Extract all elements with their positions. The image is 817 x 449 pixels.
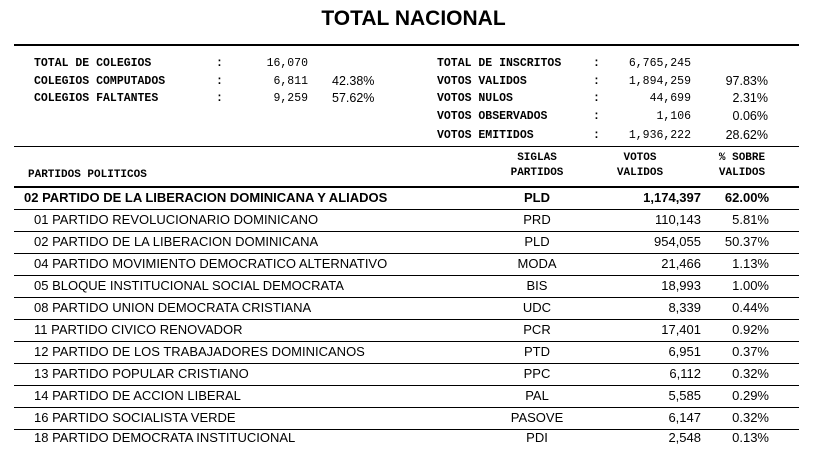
party-name: 01 PARTIDO REVOLUCIONARIO DOMINICANO xyxy=(34,212,319,227)
party-percent: 0.92% xyxy=(732,322,769,337)
party-votes: 6,112 xyxy=(669,366,701,381)
table-row xyxy=(14,275,799,298)
party-percent: 50.37% xyxy=(724,234,769,249)
table-row xyxy=(14,427,799,449)
summary-percent: 42.38% xyxy=(332,74,375,88)
party-percent: 0.37% xyxy=(732,344,769,359)
party-votes: 6,951 xyxy=(668,344,701,359)
party-percent: 5.81% xyxy=(732,212,769,227)
summary-colon: : xyxy=(593,75,600,88)
summary-percent: 2.31% xyxy=(732,91,768,105)
party-votes: 954,055 xyxy=(654,234,701,249)
party-votes: 18,993 xyxy=(661,278,701,293)
party-sigla: PAL xyxy=(525,388,549,403)
party-name: 05 BLOQUE INSTITUCIONAL SOCIAL DEMOCRATA xyxy=(34,278,344,293)
party-percent: 0.13% xyxy=(732,430,769,445)
summary-label: TOTAL DE COLEGIOS xyxy=(34,57,152,70)
summary-colon: : xyxy=(593,92,600,105)
summary-percent: 28.62% xyxy=(725,128,768,142)
summary-percent: 57.62% xyxy=(332,91,375,105)
party-percent: 0.32% xyxy=(732,366,769,381)
summary-label: VOTOS NULOS xyxy=(437,92,513,105)
header-percent xyxy=(702,151,782,181)
party-sigla: PASOVE xyxy=(510,410,564,425)
summary-label: COLEGIOS FALTANTES xyxy=(34,92,159,105)
table-row xyxy=(14,209,799,232)
summary-percent: 97.83% xyxy=(725,74,768,88)
party-votes: 21,466 xyxy=(661,256,701,271)
summary-value: 1,894,259 xyxy=(628,75,691,88)
table-row xyxy=(14,363,799,386)
party-name: 11 PARTIDO CIVICO RENOVADOR xyxy=(34,322,243,337)
party-name: 02 PARTIDO DE LA LIBERACION DOMINICANA xyxy=(34,234,319,249)
party-name: 14 PARTIDO DE ACCION LIBERAL xyxy=(34,388,241,403)
summary-divider xyxy=(14,146,799,147)
party-name: 16 PARTIDO SOCIALISTA VERDE xyxy=(34,410,236,425)
party-votes: 6,147 xyxy=(668,410,701,425)
party-sigla: PTD xyxy=(524,344,550,359)
summary-colon: : xyxy=(216,57,223,70)
party-sigla: UDC xyxy=(522,300,552,315)
summary-value: 6,765,245 xyxy=(628,57,691,70)
summary-percent: 0.06% xyxy=(732,109,768,123)
party-name: 08 PARTIDO UNION DEMOCRATA CRISTIANA xyxy=(34,300,312,315)
summary-value: 1,106 xyxy=(656,110,691,123)
summary-label: VOTOS VALIDOS xyxy=(437,75,527,88)
summary-colon: : xyxy=(593,129,600,142)
party-percent: 1.13% xyxy=(732,256,769,271)
header-votos-line2: VALIDOS xyxy=(616,167,664,179)
summary-colon: : xyxy=(593,57,600,70)
summary-value: 16,070 xyxy=(266,57,308,70)
summary-label: COLEGIOS COMPUTADOS xyxy=(34,75,166,88)
party-sigla: BIS xyxy=(526,278,548,293)
party-sigla: PLD xyxy=(524,190,550,205)
summary-label: TOTAL DE INSCRITOS xyxy=(437,57,562,70)
party-votes: 1,174,397 xyxy=(643,190,701,205)
party-name: 04 PARTIDO MOVIMIENTO DEMOCRATICO ALTERNATIVO xyxy=(34,256,388,271)
party-name: 13 PARTIDO POPULAR CRISTIANO xyxy=(34,366,249,381)
party-votes: 5,585 xyxy=(668,388,701,403)
header-siglas-line1: SIGLAS xyxy=(517,152,557,164)
header-percent-line2: VALIDOS xyxy=(718,167,766,179)
header-percent-line1: % SOBRE xyxy=(718,152,766,164)
summary-colon: : xyxy=(216,92,223,105)
party-name: 12 PARTIDO DE LOS TRABAJADORES DOMINICANOS xyxy=(34,344,365,359)
party-sigla: PPC xyxy=(523,366,551,381)
party-sigla: MODA xyxy=(517,256,557,271)
table-row-total xyxy=(14,187,799,210)
party-votes: 8,339 xyxy=(668,300,701,315)
party-percent: 0.32% xyxy=(732,410,769,425)
summary-colon: : xyxy=(593,110,600,123)
party-votes: 110,143 xyxy=(654,212,701,227)
summary-value: 44,699 xyxy=(649,92,691,105)
party-sigla: PDI xyxy=(526,430,548,445)
header-votos xyxy=(595,151,685,181)
page-title: TOTAL NACIONAL xyxy=(321,7,506,30)
header-partidos: PARTIDOS POLITICOS xyxy=(28,169,147,181)
table-row xyxy=(14,341,799,364)
summary-value: 6,811 xyxy=(273,75,308,88)
summary-value: 1,936,222 xyxy=(628,129,691,142)
party-sigla: PCR xyxy=(523,322,551,337)
table-row xyxy=(14,253,799,276)
header-siglas-line2: PARTIDOS xyxy=(510,167,564,179)
party-name: 02 PARTIDO DE LA LIBERACION DOMINICANA Y ALIADOS xyxy=(24,190,388,205)
summary-label: VOTOS OBSERVADOS xyxy=(437,110,548,123)
party-percent: 1.00% xyxy=(732,278,769,293)
table-row xyxy=(14,385,799,408)
party-percent: 62.00% xyxy=(724,190,769,205)
title-divider xyxy=(14,44,799,46)
party-percent: 0.29% xyxy=(732,388,769,403)
party-votes: 17,401 xyxy=(661,322,701,337)
summary-colon: : xyxy=(216,75,223,88)
party-percent: 0.44% xyxy=(732,300,769,315)
table-row xyxy=(14,319,799,342)
header-siglas xyxy=(492,151,582,181)
summary-label: VOTOS EMITIDOS xyxy=(437,129,534,142)
summary-value: 9,259 xyxy=(273,92,308,105)
party-sigla: PLD xyxy=(524,234,550,249)
party-sigla: PRD xyxy=(523,212,551,227)
header-votos-line1: VOTOS xyxy=(623,152,657,164)
table-row xyxy=(14,297,799,320)
party-votes: 2,548 xyxy=(668,430,701,445)
table-row xyxy=(14,231,799,254)
party-name: 18 PARTIDO DEMOCRATA INSTITUCIONAL xyxy=(34,430,296,445)
